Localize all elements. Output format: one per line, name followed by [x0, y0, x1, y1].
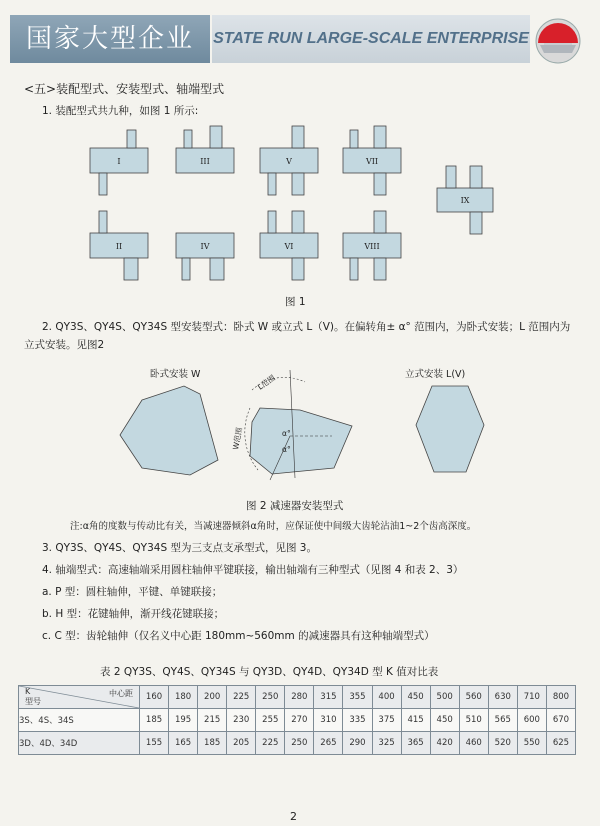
table-cell: 250 [285, 732, 314, 755]
paragraph-1: 1. 装配型式共九种，如图 1 所示: [42, 105, 199, 117]
table-cell: 550 [517, 732, 546, 755]
table-row [19, 709, 576, 732]
alpha-label-bottom: α° [282, 445, 291, 454]
paragraph-2-line-1: 2. QY3S、QY4S、QY34S 型安装型式：卧式 W 或立式 L（V)。在偏转角± α° 范围内，为卧式安装；L 范围内为 [42, 321, 571, 333]
label-vi: VI [284, 242, 294, 251]
label-iv: IV [200, 242, 210, 251]
label-viii: VIII [364, 242, 380, 251]
center-225: 225 [227, 686, 256, 709]
label-vii: VII [365, 157, 379, 166]
figure-2-caption: 图 2 减速器安装型式 [246, 500, 344, 512]
center-560: 560 [459, 686, 488, 709]
label-v: V [286, 157, 292, 166]
page-number: 2 [290, 810, 297, 823]
center-160: 160 [140, 686, 169, 709]
center-180: 180 [169, 686, 198, 709]
table-cell: 270 [285, 709, 314, 732]
table-cell: 520 [488, 732, 517, 755]
table-cell: 670 [546, 709, 575, 732]
table-cell: 460 [459, 732, 488, 755]
item-c: c. C 型：齿轮轴伸（仅名义中心距 180mm~560mm 的减速器具有这种轴端型式） [42, 630, 435, 642]
banner-title-en: STATE RUN LARGE-SCALE ENTERPRISE [212, 15, 530, 63]
center-200: 200 [198, 686, 227, 709]
table-cell: 565 [488, 709, 517, 732]
table-cell: 165 [169, 732, 198, 755]
section-heading: <五>装配型式、安装型式、轴端型式 [24, 82, 225, 96]
w-range-label: W范围 [231, 426, 244, 451]
table-corner-cell [19, 686, 140, 709]
k-value-table [18, 685, 576, 755]
paragraph-4: 4. 轴端型式：高速轴端采用圆柱轴伸平键联接，输出轴端有三种型式（见图 4 和表 2、3） [42, 564, 464, 576]
center-710: 710 [517, 686, 546, 709]
corner-model: 型号 [25, 697, 41, 706]
table-header-row [19, 686, 576, 709]
label-i: I [117, 157, 121, 166]
table-cell: 450 [430, 709, 459, 732]
alpha-label-top: α° [282, 429, 291, 438]
label-ix: IX [460, 196, 470, 205]
center-400: 400 [372, 686, 401, 709]
label-ii: II [115, 242, 123, 251]
figure-2-installation-types [100, 360, 500, 490]
label-iii: III [200, 157, 210, 166]
row-label: 3D、4D、34D [19, 732, 140, 755]
table-cell: 365 [401, 732, 430, 755]
corner-center-distance: 中心距 [109, 689, 133, 698]
table-cell: 625 [546, 732, 575, 755]
table-cell: 325 [372, 732, 401, 755]
center-500: 500 [430, 686, 459, 709]
table-cell: 420 [430, 732, 459, 755]
table-cell: 185 [198, 732, 227, 755]
center-315: 315 [314, 686, 343, 709]
center-630: 630 [488, 686, 517, 709]
center-280: 280 [285, 686, 314, 709]
table-cell: 375 [372, 709, 401, 732]
center-355: 355 [343, 686, 372, 709]
l-range-label: L范围 [255, 373, 277, 392]
note: 注:α角的度数与传动比有关，当减速器倾斜α角时，应保证使中间级大齿轮沾油1~2个齿高深度。 [70, 521, 477, 532]
table-cell: 195 [169, 709, 198, 732]
table-cell: 225 [256, 732, 285, 755]
table-row [19, 732, 576, 755]
paragraph-3: 3. QY3S、QY4S、QY34S 型为三支点支承型式，见图 3。 [42, 542, 317, 554]
table-cell: 205 [227, 732, 256, 755]
table-cell: 510 [459, 709, 488, 732]
row-label: 3S、4S、34S [19, 709, 140, 732]
table-cell: 185 [140, 709, 169, 732]
table-cell: 255 [256, 709, 285, 732]
banner-title-cn: 国家大型企业 [10, 15, 210, 63]
table-cell: 310 [314, 709, 343, 732]
fig2-label-horizontal: 卧式安装 W [150, 369, 201, 380]
table-cell: 265 [314, 732, 343, 755]
table-cell: 230 [227, 709, 256, 732]
table-cell: 415 [401, 709, 430, 732]
center-250: 250 [256, 686, 285, 709]
table-cell: 600 [517, 709, 546, 732]
center-450: 450 [401, 686, 430, 709]
item-b: b. H 型：花键轴伸，渐开线花键联接； [42, 608, 225, 620]
figure-1-caption: 图 1 [285, 296, 306, 308]
figure-1-assembly-types [0, 0, 600, 300]
fig2-label-vertical: 立式安装 L(V) [405, 369, 466, 380]
table-cell: 335 [343, 709, 372, 732]
corner-k: K [25, 687, 31, 696]
table-cell: 290 [343, 732, 372, 755]
center-800: 800 [546, 686, 575, 709]
table-cell: 215 [198, 709, 227, 732]
table-caption: 表 2 QY3S、QY4S、QY34S 与 QY3D、QY4D、QY34D 型 K 值对比表 [100, 666, 439, 678]
item-a: a. P 型：圆柱轴伸，平键、单键联接； [42, 586, 223, 598]
paragraph-2-line-2: 立式安装。见图2 [24, 339, 105, 351]
table-cell: 155 [140, 732, 169, 755]
